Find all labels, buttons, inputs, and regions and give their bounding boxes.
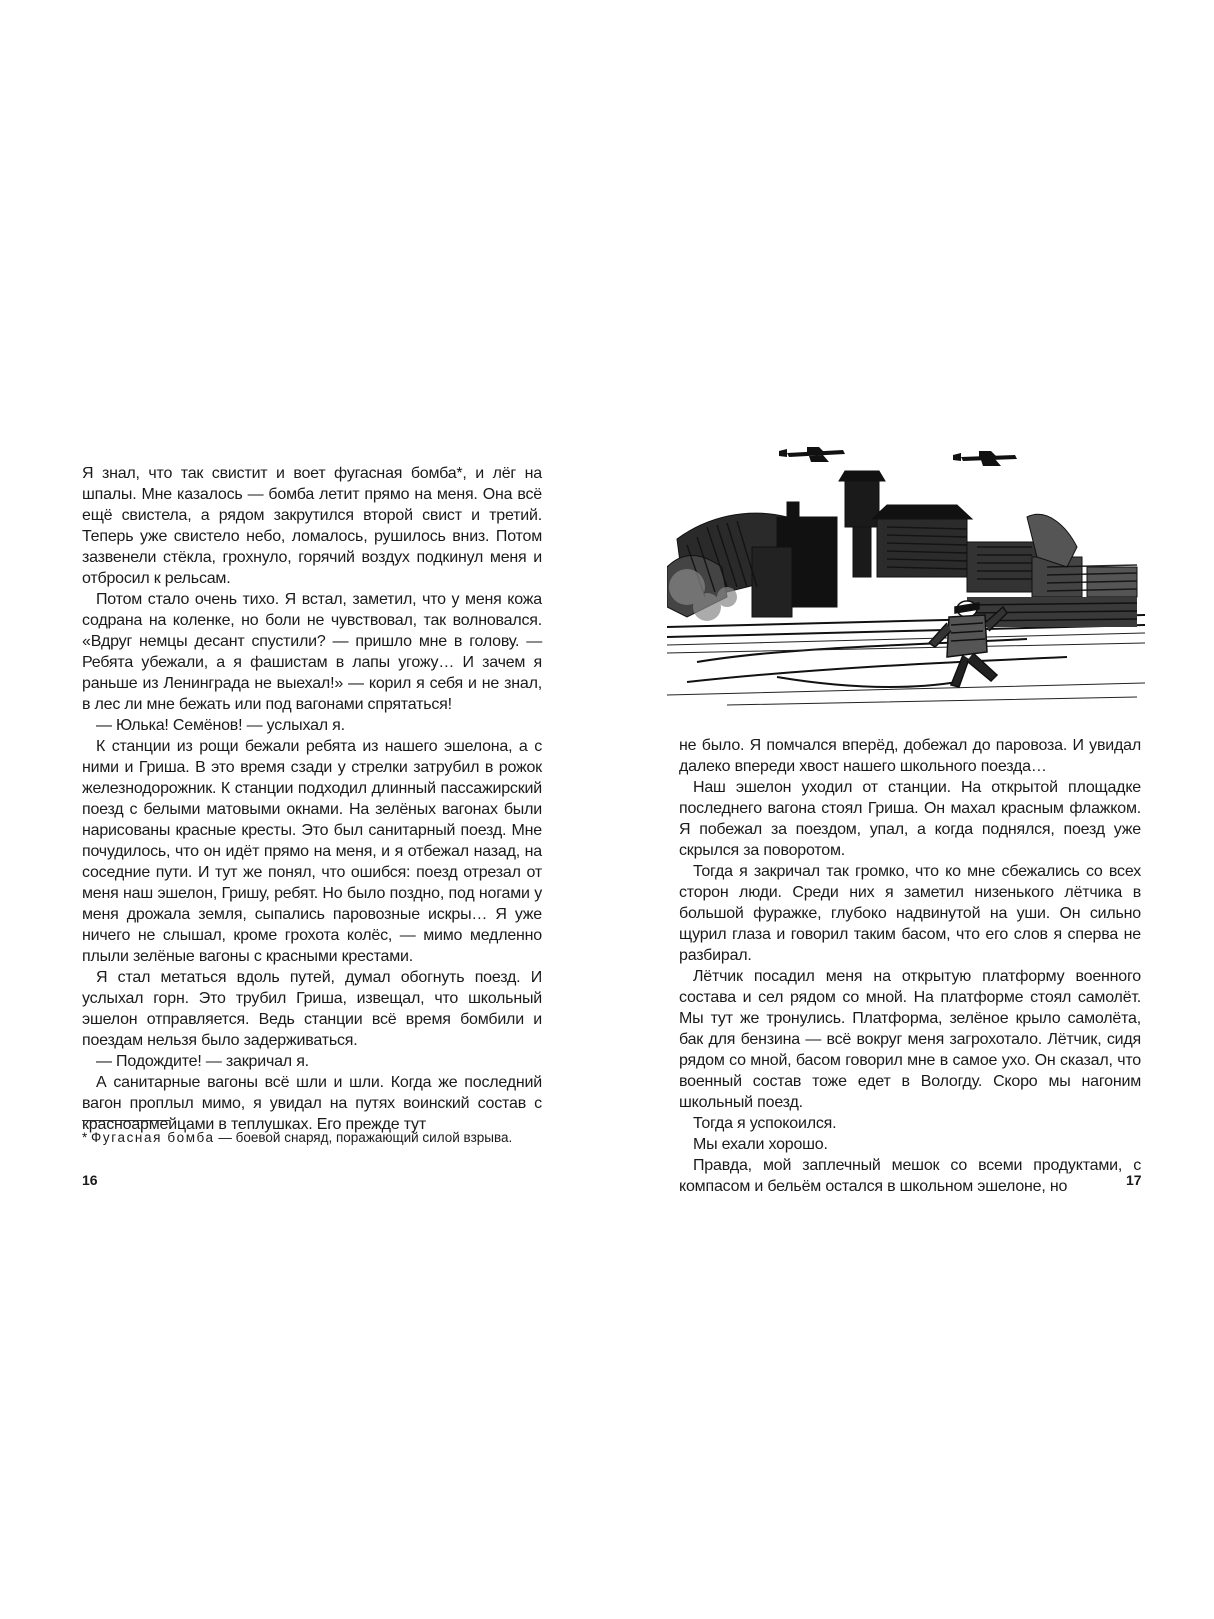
page-number-right: 17 (1126, 1172, 1142, 1188)
paragraph: К станции из рощи бежали ребята из нашего эшелона, а с ними и Гриша. В это время сзади у стрелки затрубил в рожок железнодорожник. К станции подходил длинный пассажирский поезд с белыми матовыми окнами. На зелёных вагонах были нарисованы красные кресты. Это был санитарный поезд. Мне почудилось, что он идёт прямо на меня, и я отбежал назад, на соседние пути. И тут же понял, что ошибся: поезд отрезал от меня наш эшелон, Гришу, ребят. Но было поздно, под ногами у меня дрожала земля, сыпались паровозные искры… Я уже ничего не слышал, кроме грохота колёс, — мимо медленно плыли зелёные вагоны с красными крестами. (82, 738, 542, 965)
footnote-text: — боевой снаряд, поражающий силой взрыва. (214, 1130, 513, 1145)
paragraph: не было. Я помчался вперёд, добежал до паровоза. И увидал далеко впереди хвост нашего школьного поезда… (679, 737, 1141, 775)
paragraph: Наш эшелон уходил от станции. На открытой площадке последнего вагона стоял Гриша. Он махал красным флажком. Я побежал за поездом, упал, а когда поднялся, поезд уже скрылся за поворотом. (679, 779, 1141, 859)
footnote (82, 1129, 542, 1147)
left-page-text (82, 463, 542, 1135)
paragraph: А санитарные вагоны всё шли и шли. Когда же последний вагон проплыл мимо, я увидал на путях воинский состав с красноармейцами в теплушках. Его прежде тут (82, 1074, 542, 1133)
paragraph: Мы ехали хорошо. (693, 1136, 828, 1153)
paragraph: Я знал, что так свистит и воет фугасная бомба*, и лёг на шпалы. Мне казалось — бомба летит прямо на меня. Она всё ещё свистела, а рядом закрутился второй свист и третий. Теперь уже свистело небо, ломалось, рушилось вниз. Потом зазвенели стёкла, грохнуло, горячий воздух подкинул меня и отбросил к рельсам. (82, 465, 542, 587)
airplane-icon (779, 447, 845, 462)
paragraph: Тогда я успокоился. (693, 1115, 837, 1132)
page-number-left: 16 (82, 1172, 98, 1188)
paragraph: — Подождите! — закричал я. (96, 1053, 309, 1070)
right-page (607, 0, 1214, 1619)
paragraph: — Юлька! Семёнов! — услыхал я. (96, 717, 345, 734)
footnote-divider (82, 1120, 170, 1121)
paragraph: Правда, мой заплечный мешок со всеми продуктами, с компасом и бельём остался в школьном эшелоне, но (679, 1157, 1141, 1195)
footnote-term: Фугасная бомба (91, 1130, 215, 1145)
paragraph: Я стал метаться вдоль путей, думал обогнуть поезд. И услыхал горн. Это трубил Гриша, извещал, что школьный эшелон отправляется. Ведь станции всё время бомбили и поездам нельзя было задерживаться. (82, 969, 542, 1049)
footnote-marker: * (82, 1130, 88, 1145)
station-bombing-illustration (667, 447, 1145, 715)
paragraph: Лётчик посадил меня на открытую платформу военного состава и сел рядом со мной. На платформе стоял самолёт. Мы тут же тронулись. Платформа, зелёное крыло самолёта, бак для бензина — всё вокруг меня загрохотало. Лётчик, сидя рядом со мной, басом говорил мне в самое ухо. Он сказал, что военный состав тоже едет в Вологду. Скоро мы нагоним школьный поезд. (679, 968, 1141, 1111)
paragraph: Тогда я закричал так громко, что ко мне сбежались со всех сторон люди. Среди них я заметил низенького лётчика в большой фуражке, глубоко надвинутой на уши. Он сильно щурил глаза и говорил таким басом, что его слов я сперва не разбирал. (679, 863, 1141, 964)
airplane-icon (953, 451, 1017, 466)
right-page-text (679, 735, 1141, 1197)
paragraph: Потом стало очень тихо. Я встал, заметил, что у меня кожа содрана на коленке, но боли не чувствовал, так волновался. «Вдруг немцы десант спустили? — пришло мне в голову. — Ребята убежали, а я фашистам в лапы угожу… И зачем я раньше из Ленинграда не выехал!» — корил я себя и не знал, в лес ли мне бежать или под вагонами спрятаться! (82, 591, 542, 713)
